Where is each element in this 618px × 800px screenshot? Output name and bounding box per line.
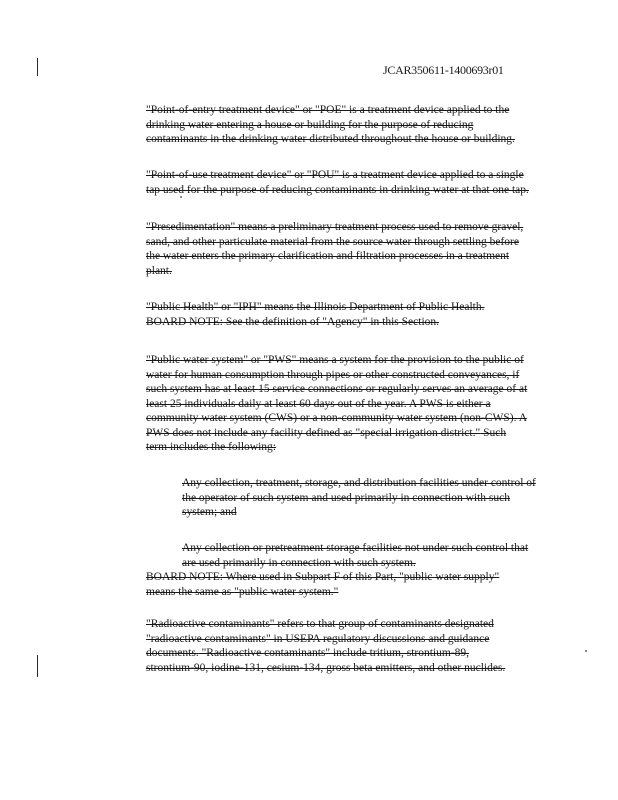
text-run: documents. [146,647,199,659]
text-line: the operator of such system and used primarily in connection with such [182,491,510,504]
text-line [146,397,538,412]
text-run: least 25 individuals daily at least 60 days out of the year. [146,397,407,410]
definition-radioactive-contaminants [146,617,538,675]
pws-item-collection [182,476,540,520]
scan-speck [585,650,587,652]
text-run: "Radioactive contaminants" include tritium, strontium-89, [198,647,470,659]
text-run: Such [480,426,507,439]
text-line: strontium-90, iodine-131, cesium-134, gross beta emitters, and other nuclides. [146,661,506,674]
text-line: Any collection, treatment, storage, and distribution facilities under control of [182,477,536,489]
text-run: A [516,412,528,424]
text-line: term includes the following: [146,441,276,453]
text-line: tap used for the purpose of reducing contaminants in drinking water at that one tap. [146,183,529,196]
text-line: such system has at least 15 service connections or regularly serves an average of at [146,383,528,395]
text-run: A PWS is either a [406,397,491,410]
text-line: sand, and other particulate material from the source water through settling before [146,235,519,248]
text-line: "Public Health" or "IPH" means the Illinois Department of Public Health. [146,301,485,313]
text-line: plant. [146,264,172,277]
pws-item-pretreatment [182,541,540,570]
text-line: system; and [182,506,237,518]
definition-iph [146,300,538,329]
text-line: contaminants in the drinking water distributed throughout the house or building. [146,133,515,145]
text-run: Where used in Subpart F of this Part, "public water supply" [223,571,500,583]
definition-poe [146,103,538,147]
text-line: "Radioactive contaminants" refers to that group of contaminants designated [146,618,494,630]
definition-pws [146,353,538,455]
text-line: are used primarily in connection with such system. [182,556,416,569]
board-note [146,570,538,599]
text-line: "Public water system" or "PWS" means a system for the provision to the public of [146,354,524,366]
text-run: PWS does not [146,426,212,439]
text-line: "Presedimentation" means a preliminary treatment process used to remove gravel, [146,221,524,233]
text-run: community water system (CWS) or a non-community water system (non-CWS). [146,412,517,424]
text-line: means the same as "public water system." [146,585,339,598]
text-run: include any facility defined as "special irrigation district." [211,426,481,439]
definition-presedimentation [146,220,538,278]
document-id: JCAR350611-1400693r01 [383,63,504,77]
text-line: the water enters the primary clarification and filtration processes in a treatment [146,250,510,262]
text-run: BOARD NOTE: [146,571,223,583]
text-line: BOARD NOTE: See the definition of "Agency" in this Section. [146,315,440,328]
text-line: water for human consumption through pipes or other constructed conveyances, if [146,368,520,381]
text-line: "Point-of-use treatment device" or "POU" is a treatment device applied to a single [146,169,524,181]
margin-bar-bottom [37,655,38,677]
text-line: "Point-of-entry treatment device" or "POE" is a treatment device applied to the [146,104,510,116]
text-line [146,426,538,441]
text-line: Any collection or pretreatment storage facilities not under such control that [182,542,529,554]
text-line [146,646,538,661]
text-line: drinking water entering a house or building for the purpose of reducing [146,118,474,131]
text-line [146,570,538,585]
text-line [146,411,538,426]
definition-pou [146,168,538,197]
text-line: "radioactive contaminants" in USEPA regulatory discussions and guidance [146,632,490,645]
margin-bar-top [37,58,38,76]
